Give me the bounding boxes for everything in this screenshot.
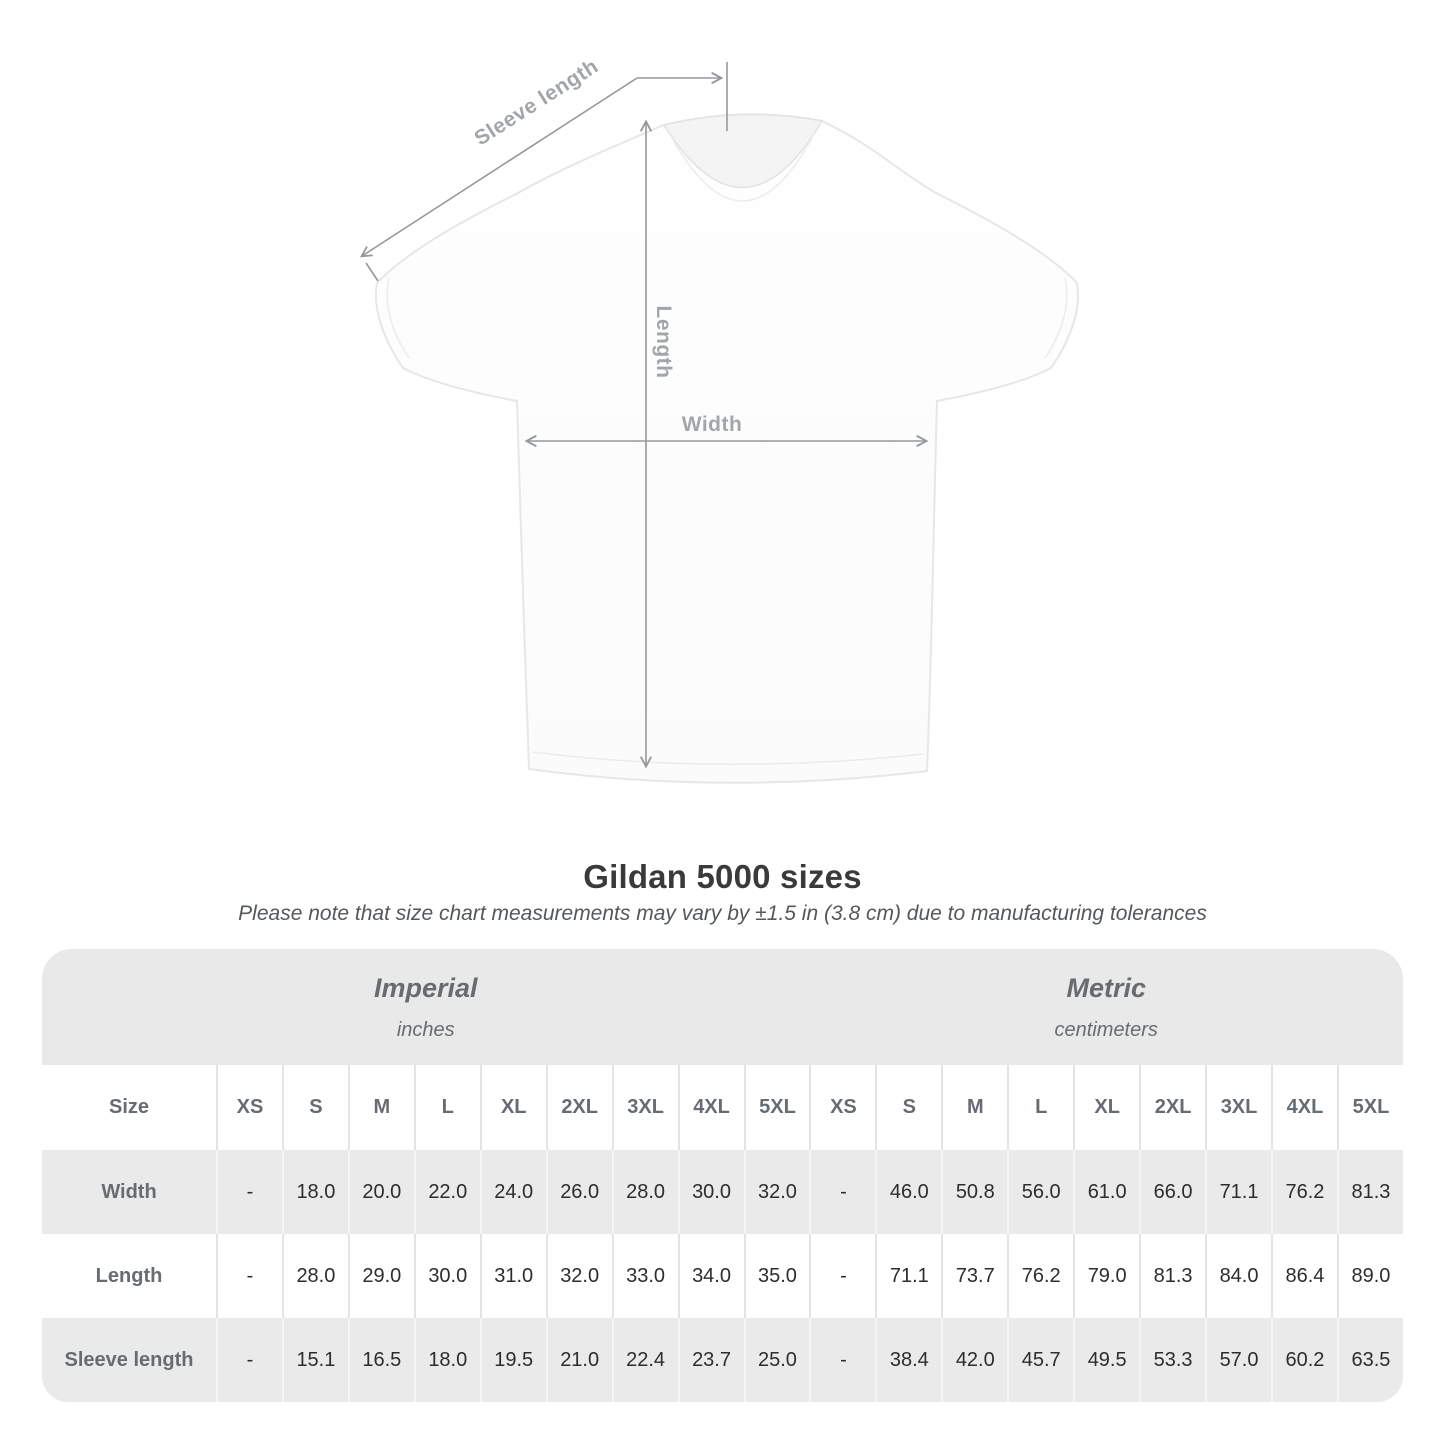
cell-imperial-m: 29.0 xyxy=(348,1234,414,1318)
cell-metric-m: 42.0 xyxy=(941,1318,1007,1402)
cell-imperial-s: 28.0 xyxy=(282,1234,348,1318)
cell-metric-4xl: 60.2 xyxy=(1271,1318,1337,1402)
tshirt-outline xyxy=(376,114,1078,782)
unit-band-row xyxy=(42,949,1403,1065)
cell-metric-s: 71.1 xyxy=(875,1234,941,1318)
cell-imperial-l: 30.0 xyxy=(414,1234,480,1318)
cell-metric-s: 38.4 xyxy=(875,1318,941,1402)
size-header-imperial-m: M xyxy=(348,1065,414,1150)
size-header-metric-xl: XL xyxy=(1073,1065,1139,1150)
sleeve-length-label: Sleeve length xyxy=(470,54,603,151)
row-label-sleeve-length: Sleeve length xyxy=(64,1348,194,1371)
size-header-imperial-2xl: 2XL xyxy=(546,1065,612,1150)
cell-metric-l: 56.0 xyxy=(1007,1150,1073,1234)
cell-metric-xs: - xyxy=(809,1234,875,1318)
size-header-metric-m: M xyxy=(941,1065,1007,1150)
size-header-imperial-xs: XS xyxy=(216,1065,282,1150)
cell-imperial-xl: 19.5 xyxy=(480,1318,546,1402)
cell-imperial-5xl: 25.0 xyxy=(744,1318,810,1402)
cell-metric-5xl: 89.0 xyxy=(1337,1234,1403,1318)
cell-metric-xl: 79.0 xyxy=(1073,1234,1139,1318)
metric-unit-label: centimeters xyxy=(1054,1018,1158,1041)
cell-imperial-3xl: 28.0 xyxy=(612,1150,678,1234)
cell-imperial-s: 15.1 xyxy=(282,1318,348,1402)
cell-imperial-m: 16.5 xyxy=(348,1318,414,1402)
row-label-width: Width xyxy=(101,1180,157,1203)
cell-imperial-l: 18.0 xyxy=(414,1318,480,1402)
cell-metric-5xl: 63.5 xyxy=(1337,1318,1403,1402)
cell-metric-xl: 61.0 xyxy=(1073,1150,1139,1234)
size-header-imperial-3xl: 3XL xyxy=(612,1065,678,1150)
size-header-metric-l: L xyxy=(1007,1065,1073,1150)
cell-imperial-xs: - xyxy=(216,1318,282,1402)
cell-metric-l: 76.2 xyxy=(1007,1234,1073,1318)
cell-metric-3xl: 57.0 xyxy=(1205,1318,1271,1402)
page-title: Gildan 5000 sizes xyxy=(583,858,862,895)
cell-metric-2xl: 53.3 xyxy=(1139,1318,1205,1402)
cell-imperial-m: 20.0 xyxy=(348,1150,414,1234)
sleeve-corner-tick xyxy=(366,263,378,281)
cell-imperial-3xl: 33.0 xyxy=(612,1234,678,1318)
cell-imperial-5xl: 35.0 xyxy=(744,1234,810,1318)
cell-imperial-xl: 24.0 xyxy=(480,1150,546,1234)
cell-imperial-xs: - xyxy=(216,1234,282,1318)
size-header-metric-2xl: 2XL xyxy=(1139,1065,1205,1150)
size-header-imperial-4xl: 4XL xyxy=(678,1065,744,1150)
cell-metric-xs: - xyxy=(809,1150,875,1234)
tolerance-note: Please note that size chart measurements may vary by ±1.5 in (3.8 cm) due to manufacturing tolerances xyxy=(238,902,1207,925)
cell-imperial-4xl: 30.0 xyxy=(678,1150,744,1234)
cell-metric-m: 73.7 xyxy=(941,1234,1007,1318)
cell-metric-l: 45.7 xyxy=(1007,1318,1073,1402)
size-header-metric-xs: XS xyxy=(809,1065,875,1150)
cell-imperial-4xl: 34.0 xyxy=(678,1234,744,1318)
cell-imperial-5xl: 32.0 xyxy=(744,1150,810,1234)
cell-imperial-4xl: 23.7 xyxy=(678,1318,744,1402)
cell-imperial-3xl: 22.4 xyxy=(612,1318,678,1402)
cell-metric-4xl: 76.2 xyxy=(1271,1150,1337,1234)
cell-metric-xl: 49.5 xyxy=(1073,1318,1139,1402)
cell-metric-3xl: 71.1 xyxy=(1205,1150,1271,1234)
cell-imperial-2xl: 26.0 xyxy=(546,1150,612,1234)
cell-imperial-2xl: 21.0 xyxy=(546,1318,612,1402)
cell-metric-2xl: 81.3 xyxy=(1139,1234,1205,1318)
size-header-row xyxy=(42,1065,1403,1150)
size-header-metric-s: S xyxy=(875,1065,941,1150)
table-row xyxy=(42,1150,1403,1234)
heading-section xyxy=(0,860,1445,926)
cell-metric-s: 46.0 xyxy=(875,1150,941,1234)
cell-metric-m: 50.8 xyxy=(941,1150,1007,1234)
metric-label: Metric xyxy=(1066,972,1146,1003)
row-label-length: Length xyxy=(95,1264,163,1287)
size-header-imperial-5xl: 5XL xyxy=(744,1065,810,1150)
size-header-imperial-s: S xyxy=(282,1065,348,1150)
size-header-metric-4xl: 4XL xyxy=(1271,1065,1337,1150)
size-header-imperial-l: L xyxy=(414,1065,480,1150)
cell-imperial-xl: 31.0 xyxy=(480,1234,546,1318)
cell-imperial-s: 18.0 xyxy=(282,1150,348,1234)
width-label: Width xyxy=(681,413,743,436)
size-table xyxy=(42,949,1403,1402)
length-label: Length xyxy=(652,305,675,379)
cell-imperial-xs: - xyxy=(216,1150,282,1234)
cell-metric-4xl: 86.4 xyxy=(1271,1234,1337,1318)
table-row xyxy=(42,1318,1403,1402)
cell-imperial-2xl: 32.0 xyxy=(546,1234,612,1318)
metric-header-cell xyxy=(809,949,1403,1065)
imperial-label: Imperial xyxy=(373,972,478,1003)
table-row xyxy=(42,1234,1403,1318)
cell-imperial-l: 22.0 xyxy=(414,1150,480,1234)
size-header-imperial-xl: XL xyxy=(480,1065,546,1150)
size-column-header: Size xyxy=(42,1065,216,1150)
cell-metric-xs: - xyxy=(809,1318,875,1402)
size-header-metric-5xl: 5XL xyxy=(1337,1065,1403,1150)
imperial-unit-label: inches xyxy=(396,1018,455,1041)
cell-metric-5xl: 81.3 xyxy=(1337,1150,1403,1234)
imperial-header-cell xyxy=(42,949,809,1065)
cell-metric-3xl: 84.0 xyxy=(1205,1234,1271,1318)
size-header-metric-3xl: 3XL xyxy=(1205,1065,1271,1150)
cell-metric-2xl: 66.0 xyxy=(1139,1150,1205,1234)
